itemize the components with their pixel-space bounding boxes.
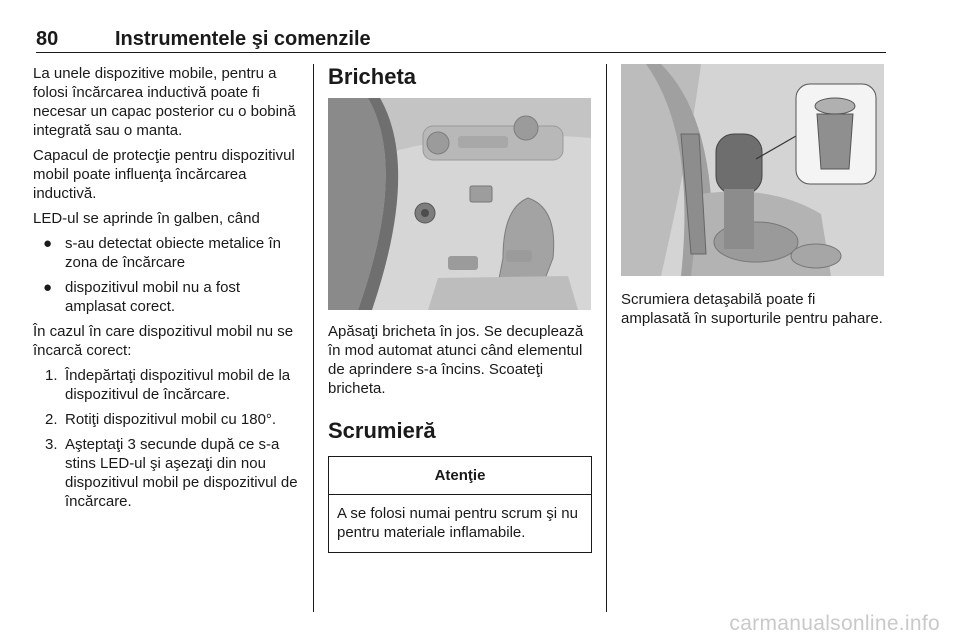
chapter-title: Instrumentele şi comenzile (115, 28, 371, 50)
list-item (33, 278, 298, 316)
cigarette-lighter-illustration (328, 98, 591, 310)
page-number: 80 (36, 28, 59, 50)
bullet-list (33, 234, 298, 316)
warning-text: A se folosi numai pentru scrum şi nu pentru materiale inflamabile. (337, 505, 578, 541)
lighter-instructions: Apăsaţi bricheta în jos. Se decuplează în mod automat atunci când elementul de aprindere s-a încins. Scoateţi bricheta. (328, 323, 584, 397)
column-3 (621, 64, 886, 334)
paragraph-not-charging: În cazul în care dispozitivul mobil nu se încarcă corect: (33, 323, 294, 359)
heading-bricheta: Bricheta (328, 64, 417, 89)
ashtray-illustration (621, 64, 884, 276)
step-number: 3. (45, 436, 58, 453)
ashtray-caption: Scrumiera detaşabilă poate fi amplasată în suporturile pentru pahare. (621, 291, 883, 327)
column-1 (33, 64, 298, 517)
steps-list (33, 366, 298, 511)
paragraph-led-yellow: LED-ul se aprinde în galben, când (33, 210, 260, 227)
paragraph-protective-cover: Capacul de protecţie pentru dispozitivul mobil poate influenţa încărcarea inductivă. (33, 147, 295, 202)
warning-box (328, 456, 592, 553)
list-item-text: s-au detectat obiecte metalice în zona de încărcare (65, 235, 281, 271)
step-number: 2. (45, 411, 58, 428)
column-divider-1 (313, 64, 314, 612)
heading-scrumiera: Scrumieră (328, 418, 436, 443)
watermark: carmanualsonline.info (729, 612, 940, 635)
step-item (33, 435, 298, 511)
column-2 (328, 64, 593, 553)
header-rule (36, 52, 886, 53)
step-text: Îndepărtaţi dispozitivul mobil de la dispozitivul de încărcare. (65, 367, 291, 403)
step-number: 1. (45, 367, 58, 384)
step-text: Aşteptaţi 3 secunde după ce s-a stins LED-ul şi aşezaţi din nou dispozitivul mobil pe dispozitivul de încărcare. (65, 436, 298, 510)
warning-title: Atenţie (329, 457, 591, 495)
paragraph-coil-cover: La unele dispozitive mobile, pentru a folosi încărcarea inductivă poate fi necesar un capac posterior cu o bobină integrată sau o manta. (33, 65, 296, 139)
step-item (33, 410, 298, 429)
page-header (36, 28, 886, 54)
list-item (33, 234, 298, 272)
list-item-text: dispozitivul mobil nu a fost amplasat corect. (65, 279, 241, 315)
step-item (33, 366, 298, 404)
bullet-icon: ● (43, 235, 53, 252)
bullet-icon: ● (43, 279, 53, 296)
column-divider-2 (606, 64, 607, 612)
step-text: Rotiţi dispozitivul mobil cu 180°. (65, 411, 277, 428)
